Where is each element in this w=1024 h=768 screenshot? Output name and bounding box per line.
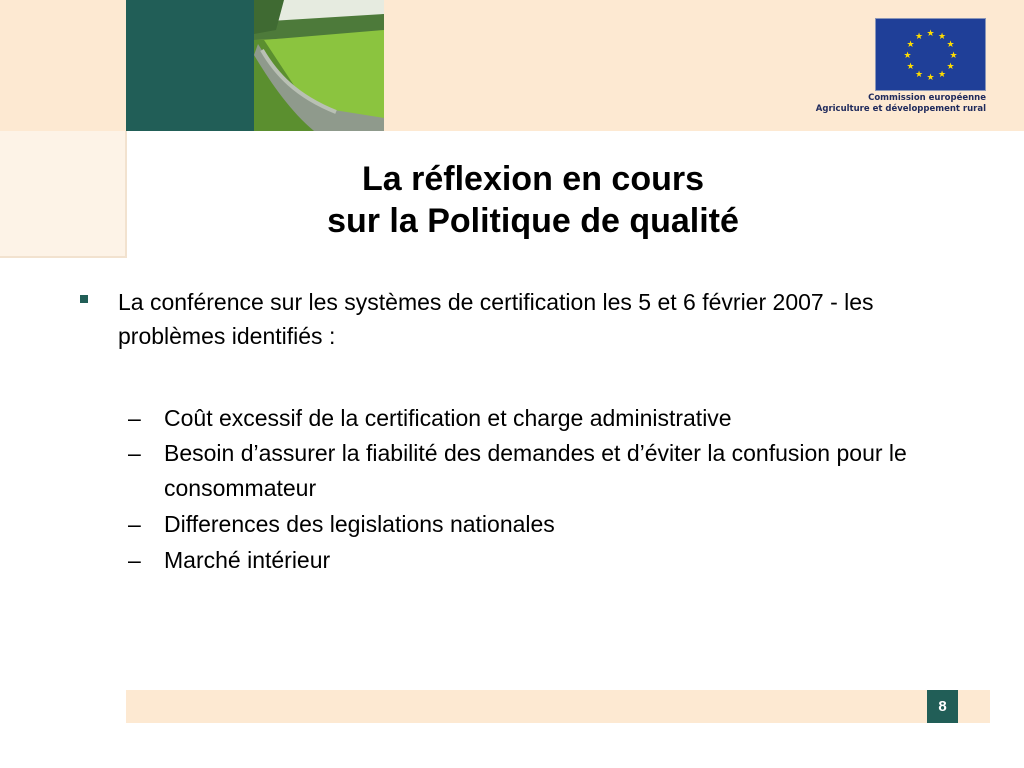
svg-text:★: ★: [914, 70, 924, 80]
svg-text:★: ★: [903, 51, 912, 61]
square-bullet-icon: [80, 295, 88, 303]
svg-text:★: ★: [949, 51, 958, 61]
list-item: [128, 542, 928, 578]
countryside-photo: [254, 0, 384, 131]
dash-marker: –: [128, 547, 141, 573]
dash-marker: –: [128, 440, 141, 466]
sub-bullet-list: [128, 400, 928, 578]
teal-decor-block: [126, 0, 254, 131]
dash-marker: –: [128, 405, 141, 431]
svg-text:★: ★: [937, 70, 947, 80]
svg-text:★: ★: [914, 32, 924, 42]
list-item-text: Marché intérieur: [164, 547, 331, 573]
eu-flag-icon: [875, 18, 986, 91]
organization-department: Agriculture et développement rural: [815, 104, 986, 114]
list-item: [128, 400, 928, 436]
main-bullet-text: La conférence sur les systèmes de certification les 5 et 6 février 2007 - les problèmes identifiés :: [118, 289, 874, 349]
list-item-text: Coût excessif de la certification et charge administrative: [164, 405, 732, 431]
list-item: [128, 436, 928, 506]
list-item: [128, 506, 928, 542]
svg-text:★: ★: [946, 62, 955, 72]
svg-text:★: ★: [906, 62, 915, 72]
list-item-text: Besoin d’assurer la fiabilité des demandes et d’éviter la confusion pour le consommateur: [164, 440, 907, 501]
dash-marker: –: [128, 511, 141, 537]
slide-title-line2: sur la Politique de qualité: [327, 202, 739, 240]
svg-text:★: ★: [926, 29, 935, 39]
svg-text:★: ★: [926, 73, 935, 83]
list-item-text: Differences des legislations nationales: [164, 511, 555, 537]
slide-title-line1: La réflexion en cours: [362, 160, 704, 198]
page-number: 8: [927, 690, 958, 723]
svg-text:★: ★: [946, 40, 955, 50]
organization-caption: [790, 93, 986, 115]
left-decor-panel: [0, 131, 127, 258]
slide-title: [200, 158, 866, 242]
svg-text:★: ★: [906, 40, 915, 50]
svg-text:★: ★: [937, 32, 947, 42]
organization-name: Commission européenne: [868, 93, 986, 103]
footer-band: [126, 690, 990, 723]
